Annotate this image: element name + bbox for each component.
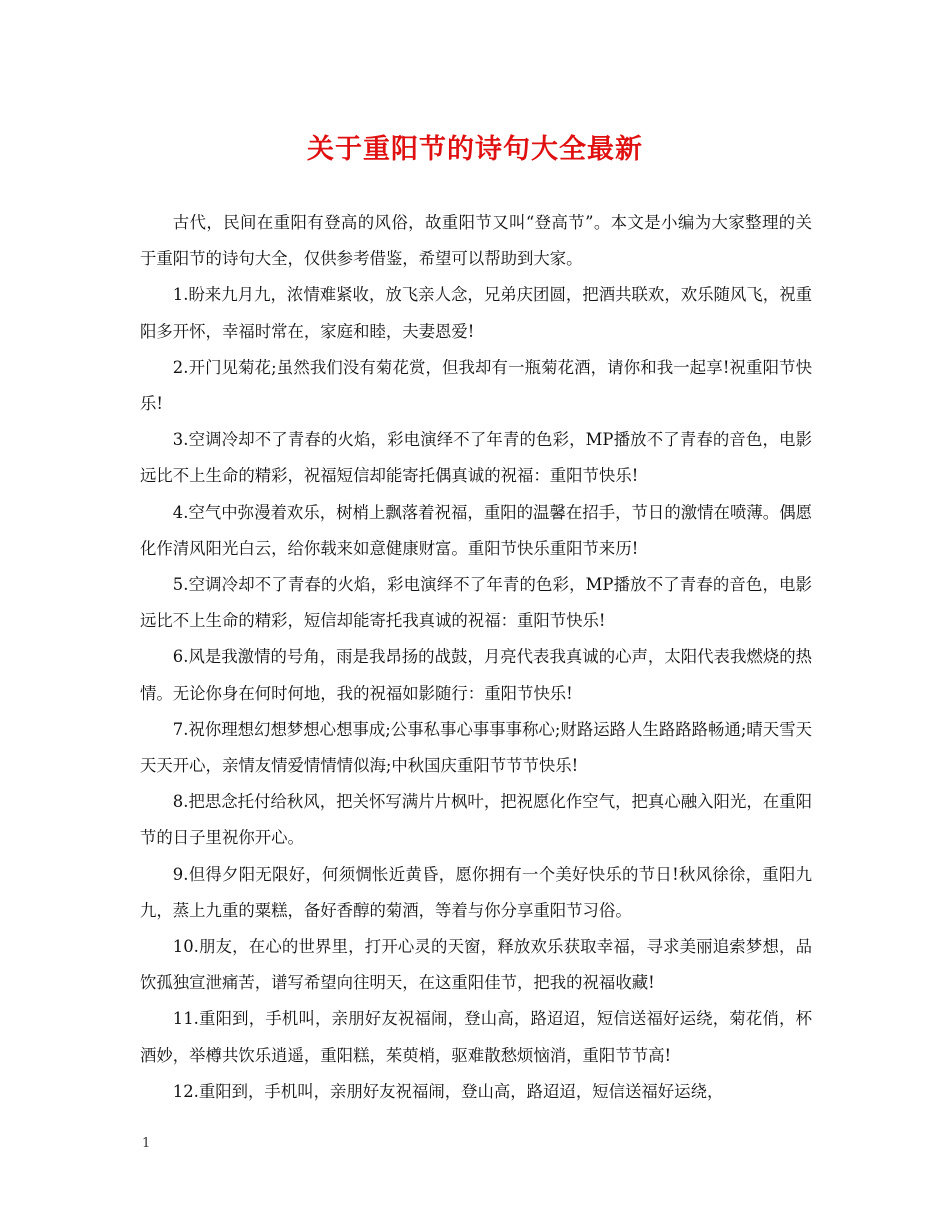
poem-item-8: 8.把思念托付给秋风，把关怀写满片片枫叶，把祝愿化作空气，把真心融入阳光，在重阳节的日子里祝你开心。	[140, 792, 812, 848]
poem-item-10: 10.朋友，在心的世界里，打开心灵的天窗，释放欢乐获取幸福，寻求美丽追索梦想，品饮孤独宣泄痛苦，谱写希望向往明天，在这重阳佳节，把我的祝福收藏!	[140, 937, 812, 993]
document-title: 关于重阳节的诗句大全最新	[307, 134, 643, 165]
page-number: 1	[142, 1136, 151, 1151]
poem-item-11: 11.重阳到，手机叫，亲朋好友祝福闹，登山高，路迢迢，短信送福好运绕，菊花俏，杯酒妙，举樽共饮乐逍遥，重阳糕，茱萸梢，驱难散愁烦恼消，重阳节节高!	[140, 1009, 812, 1065]
intro-paragraph: 古代，民间在重阳有登高的风俗，故重阳节又叫“登高节”。本文是小编为大家整理的关于重阳节的诗句大全，仅供参考借鉴，希望可以帮助到大家。	[140, 213, 812, 269]
document-body	[140, 205, 812, 1110]
poem-item-5: 5.空调冷却不了青春的火焰，彩电演绎不了年青的色彩，MP播放不了青春的音色，电影远比不上生命的精彩，短信却能寄托我真诚的祝福：重阳节快乐!	[140, 575, 812, 631]
poem-item-3: 3.空调冷却不了青春的火焰，彩电演绎不了年青的色彩，MP播放不了青春的音色，电影远比不上生命的精彩，祝福短信却能寄托偶真诚的祝福：重阳节快乐!	[140, 430, 812, 486]
poem-item-1: 1.盼来九月九，浓情难紧收，放飞亲人念，兄弟庆团圆，把酒共联欢，欢乐随风飞，祝重阳多开怀，幸福时常在，家庭和睦，夫妻恩爱!	[140, 285, 812, 341]
poem-item-2: 2.开门见菊花;虽然我们没有菊花赏，但我却有一瓶菊花酒，请你和我一起享!祝重阳节快乐!	[140, 357, 812, 414]
poem-item-4: 4.空气中弥漫着欢乐，树梢上飘落着祝福，重阳的温馨在招手，节日的激情在喷薄。偶愿化作清风阳光白云，给你载来如意健康财富。重阳节快乐重阳节来历!	[140, 502, 812, 558]
poem-item-12: 12.重阳到，手机叫，亲朋好友祝福闹，登山高，路迢迢，短信送福好运绕，	[172, 1081, 724, 1101]
poem-item-9: 9.但得夕阳无限好，何须惆怅近黄昏，愿你拥有一个美好快乐的节日!秋风徐徐，重阳九九，蒸上九重的粟糕，备好香醇的菊酒，等着与你分享重阳节习俗。	[140, 864, 812, 920]
poem-item-6: 6.风是我激情的号角，雨是我昂扬的战鼓，月亮代表我真诚的心声，太阳代表我燃烧的热情。无论你身在何时何地，我的祝福如影随行：重阳节快乐!	[140, 647, 812, 703]
poem-item-7: 7.祝你理想幻想梦想心想事成;公事私事心事事事称心;财路运路人生路路路畅通;晴天雪天天天开心，亲情友情爱情情情似海;中秋国庆重阳节节节快乐!	[140, 719, 812, 776]
